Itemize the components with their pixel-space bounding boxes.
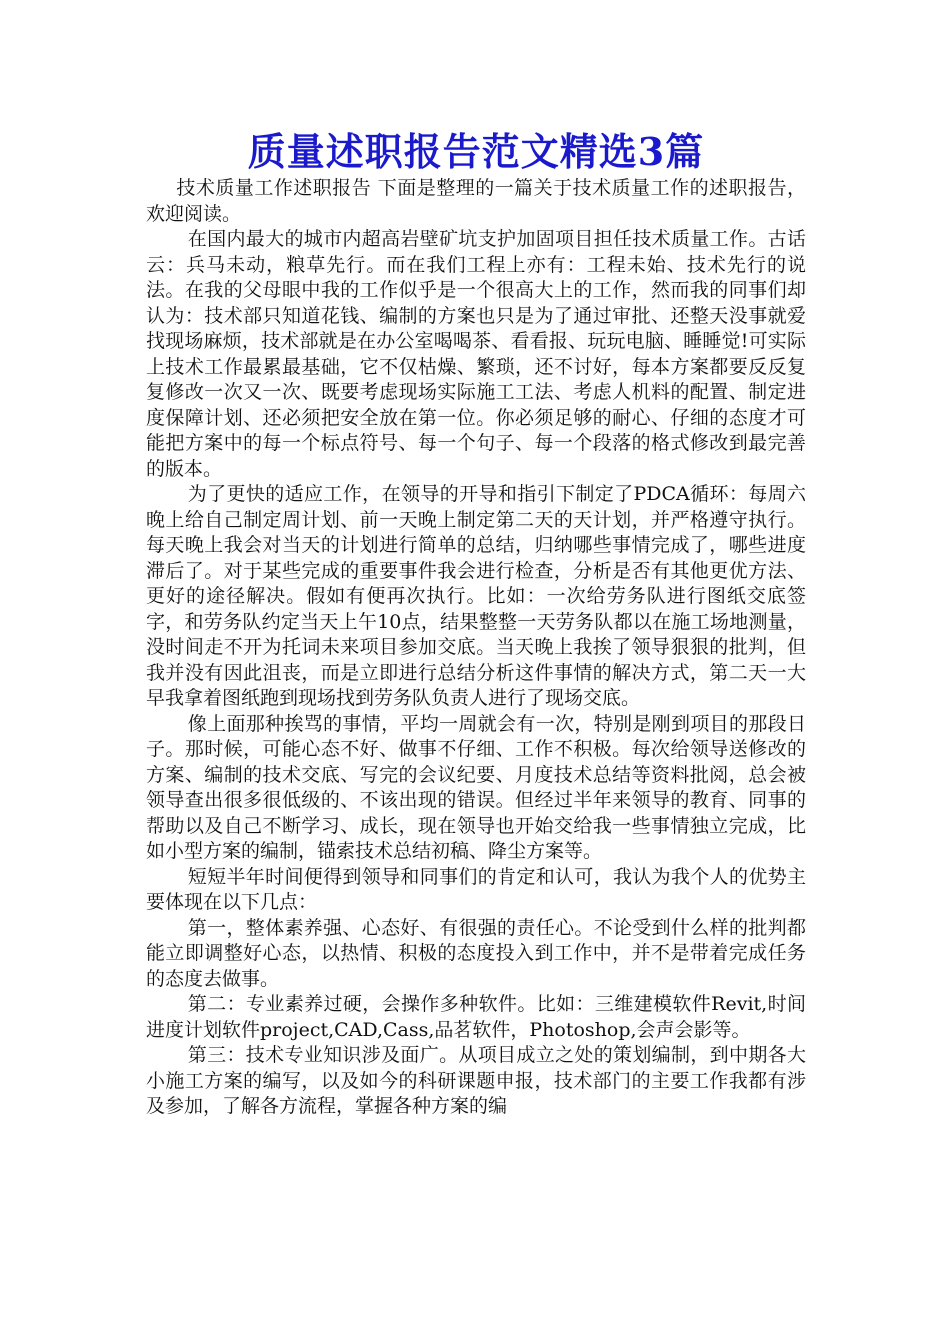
paragraph-pdca-cycle: 为了更快的适应工作，在领导的开导和指引下制定了PDCA循环：每周六晚上给自己制定周计划、前一天晚上制定第二天的天计划，并严格遵守执行。每天晚上我会对当天的计划进行简单的总结，归纳哪些事情完成了，哪些进度滞后了。对于某些完成的重要事件我会进行检查，分析是否有其他更优方法、更好的途径解决。假如有便再次执行。比如：一次给劳务队进行图纸交底签字，和劳务队约定当天上午10点，结果整整一天劳务队都以在施工场地测量，没时间走不开为托词未来项目参加交底。当天晚上我挨了领导狠狠的批判，但我并没有因此沮丧，而是立即进行总结分析这件事情的解决方式，第二天一大早我拿着图纸跑到现场找到劳务队负责人进行了现场交底。 <box>146 483 806 709</box>
paragraph-strength-two: 第二：专业素养过硬，会操作多种软件。比如：三维建模软件Revit,时间进度计划软件project,CAD,Cass,品茗软件，Photoshop,会声会影等。 <box>146 993 806 1041</box>
document-body <box>146 176 806 1120</box>
paragraph-project-role: 在国内最大的城市内超高岩壁矿坑支护加固项目担任技术质量工作。古话云：兵马未动，粮草先行。而在我们工程上亦有：工程未始、技术先行的说法。在我的父母眼中我的工作似乎是一个很高大上的工作，然而我的同事们却认为：技术部只知道花钱、编制的方案也只是为了通过审批、还整天没事就爱找现场麻烦，技术部就是在办公室喝喝茶、看看报、玩玩电脑、睡睡觉!可实际上技术工作最累最基础，它不仅枯燥、繁琐，还不讨好，每本方案都要反反复复修改一次又一次、既要考虑现场实际施工工法、考虑人机料的配置、制定进度保障计划、还必须把安全放在第一位。你必须足够的耐心、仔细的态度才可能把方案中的每一个标点符号、每一个句子、每一个段落的格式修改到最完善的版本。 <box>146 228 806 480</box>
paragraph-intro: 技术质量工作述职报告 下面是整理的一篇关于技术质量工作的述职报告，欢迎阅读。 <box>146 177 806 225</box>
paragraph-criticism: 像上面那种挨骂的事情，平均一周就会有一次，特别是刚到项目的那段日子。那时候，可能心态不好、做事不仔细、工作不积极。每次给领导送修改的方案、编制的技术交底、写完的会议纪要、月度技术总结等资料批阅，总会被领导查出很多很低级的、不该出现的错误。但经过半年来领导的教育、同事的帮助以及自己不断学习、成长，现在领导也开始交给我一些事情独立完成，比如小型方案的编制，锚索技术总结初稿、降尘方案等。 <box>146 712 806 862</box>
paragraph-strengths-intro: 短短半年时间便得到领导和同事们的肯定和认可，我认为我个人的优势主要体现在以下几点： <box>146 865 806 913</box>
document-title: 质量述职报告范文精选3篇 <box>247 129 705 174</box>
paragraph-strength-one: 第一，整体素养强、心态好、有很强的责任心。不论受到什么样的批判都能立即调整好心态，以热情、积极的态度投入到工作中，并不是带着完成任务的态度去做事。 <box>146 916 806 990</box>
paragraph-strength-three: 第三：技术专业知识涉及面广。从项目成立之处的策划编制，到中期各大小施工方案的编写，以及如今的科研课题申报，技术部门的主要工作我都有涉及参加，了解各方流程，掌握各种方案的编 <box>146 1044 806 1117</box>
